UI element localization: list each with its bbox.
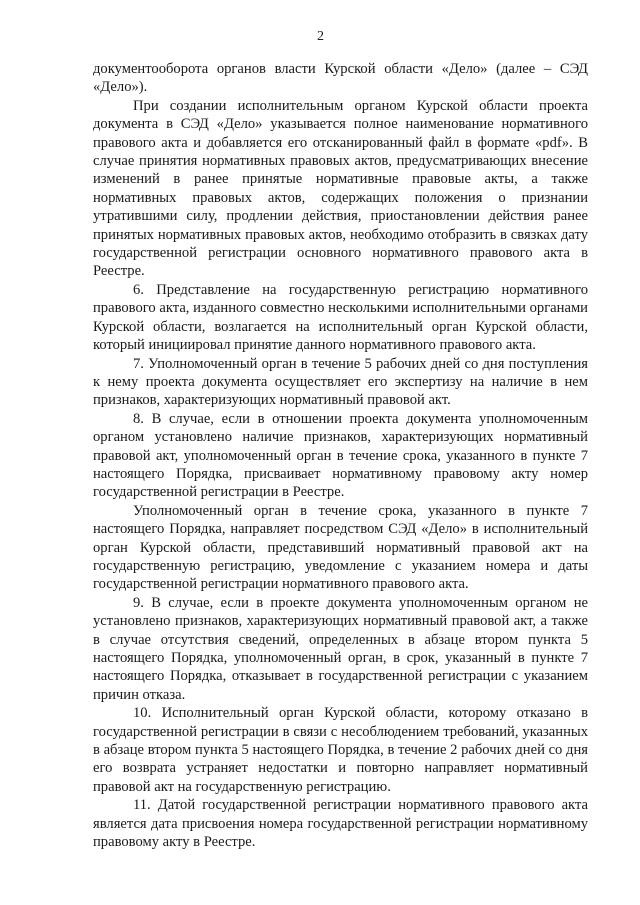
paragraph-item-7: 7. Уполномоченный орган в течение 5 рабочих дней со дня поступления к нему проекта документа осуществляет его экспертизу на наличие в нем признаков, характеризующих нормативный правовой акт. [93,355,588,409]
paragraph-item-8: 8. В случае, если в отношении проекта документа уполномоченным органом установлено наличие признаков, характеризующих нормативный правовой акт, уполномоченный орган в течение срока, указанного в пункте 7 настоящего Порядка, присваивает нормативному правовому акту номер государственной регистрации в Реестре. [93,410,588,501]
paragraph-item-8-notice: Уполномоченный орган в течение срока, указанного в пункте 7 настоящего Порядка, направляет посредством СЭД «Дело» в исполнительный орган Курской области, представивший нормативный правовой акт на государственную регистрацию, уведомление с указанием номера и даты государственной регистрации нормативного правового акта. [93,502,588,593]
paragraph-sed-project: При создании исполнительным органом Курской области проекта документа в СЭД «Дело» указывается полное наименование нормативного правового акта и добавляется его отсканированный файл в формате «pdf». В случае принятия нормативных правовых актов, предусматривающих внесение изменений в ранее принятые нормативные правовые акты, а также нормативных правовых актов, содержащих положения о признании утратившими силу, продлении действия, приостановлении действия ранее принятых нормативных правовых актов, необходимо отобразить в связках дату государственной регистрации основного нормативного правового акта в Реестре. [93,97,588,280]
page-number: 2 [317,29,324,44]
paragraph-continuation: документооборота органов власти Курской области «Дело» (далее – СЭД «Дело»). [93,61,588,96]
paragraph-item-11: 11. Датой государственной регистрации нормативного правового акта является дата присвоения номера государственной регистрации нормативному правовому акту в Реестре. [93,797,588,851]
paragraph-item-10: 10. Исполнительный орган Курской области, которому отказано в государственной регистрации в связи с несоблюдением требований, указанных в абзаце втором пункта 5 настоящего Порядка, в течение 2 рабочих дней со дня его возврата устраняет недостатки и повторно направляет нормативный правовой акт на государственную регистрацию. [93,705,588,795]
paragraph-item-6: 6. Представление на государственную регистрацию нормативного правового акта, изданного совместно несколькими исполнительными органами Курской области, возлагается на исполнительный орган Курской области, который инициировал принятие данного нормативного правового акта. [93,281,588,354]
paragraph-item-9: 9. В случае, если в проекте документа уполномоченным органом не установлено признаков, характеризующих нормативный правовой акт, а также в случае отсутствия сведений, определенных в абзаце втором пункта 5 настоящего Порядка, уполномоченный орган, в срок, указанный в пункте 7 настоящего Порядка, отказывает в государственной регистрации с указанием причин отказа. [93,594,588,703]
